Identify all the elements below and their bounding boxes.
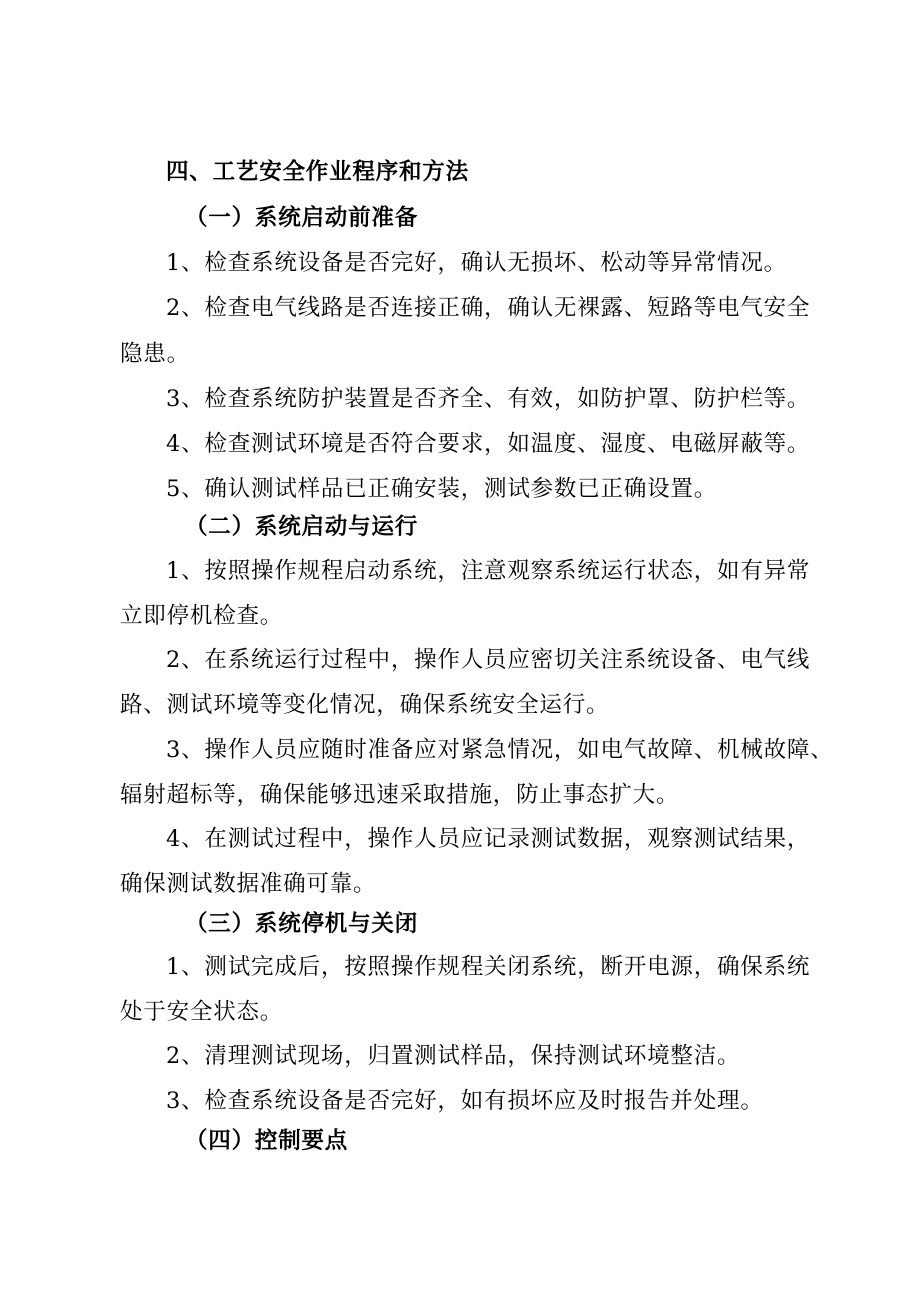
paragraph-1-2-cont: 隐患。 bbox=[120, 341, 190, 367]
paragraph-2-2: 2、在系统运行过程中，操作人员应密切关注系统设备、电气线 bbox=[166, 647, 811, 673]
paragraph-1-3: 3、检查系统防护装置是否齐全、有效，如防护罩、防护栏等。 bbox=[166, 386, 811, 412]
paragraph-2-4-cont: 确保测试数据准确可靠。 bbox=[120, 871, 377, 897]
paragraph-2-1: 1、按照操作规程启动系统，注意观察系统运行状态，如有异常 bbox=[166, 558, 811, 584]
paragraph-1-5: 5、确认测试样品已正确安装，测试参数已正确设置。 bbox=[166, 476, 718, 502]
paragraph-2-1-cont: 立即停机检查。 bbox=[120, 603, 284, 629]
paragraph-2-3: 3、操作人员应随时准备应对紧急情况，如电气故障、机械故障、 bbox=[166, 737, 834, 763]
paragraph-3-2: 2、清理测试现场，归置测试样品，保持测试环境整洁。 bbox=[166, 1043, 741, 1069]
paragraph-1-2: 2、检查电气线路是否连接正确，确认无裸露、短路等电气安全 bbox=[166, 295, 811, 321]
subsection-title-4: （四）控制要点 bbox=[185, 1128, 349, 1154]
paragraph-3-1-cont: 处于安全状态。 bbox=[120, 999, 284, 1025]
paragraph-2-2-cont: 路、测试环境等变化情况，确保系统安全运行。 bbox=[120, 692, 610, 718]
paragraph-1-4: 4、检查测试环境是否符合要求，如温度、湿度、电磁屏蔽等。 bbox=[166, 431, 811, 457]
paragraph-1-1: 1、检查系统设备是否完好，确认无损坏、松动等异常情况。 bbox=[166, 250, 787, 276]
paragraph-3-1: 1、测试完成后，按照操作规程关闭系统，断开电源，确保系统 bbox=[166, 954, 811, 980]
subsection-title-3: （三）系统停机与关闭 bbox=[185, 911, 419, 937]
section-heading: 四、工艺安全作业程序和方法 bbox=[166, 159, 469, 185]
paragraph-2-3-cont: 辐射超标等，确保能够迅速采取措施，防止事态扩大。 bbox=[120, 782, 680, 808]
paragraph-2-4: 4、在测试过程中，操作人员应记录测试数据，观察测试结果， bbox=[166, 826, 811, 852]
subsection-title-2: （二）系统启动与运行 bbox=[185, 514, 419, 540]
paragraph-3-3: 3、检查系统设备是否完好，如有损坏应及时报告并处理。 bbox=[166, 1088, 764, 1114]
subsection-title-1: （一）系统启动前准备 bbox=[185, 205, 419, 231]
